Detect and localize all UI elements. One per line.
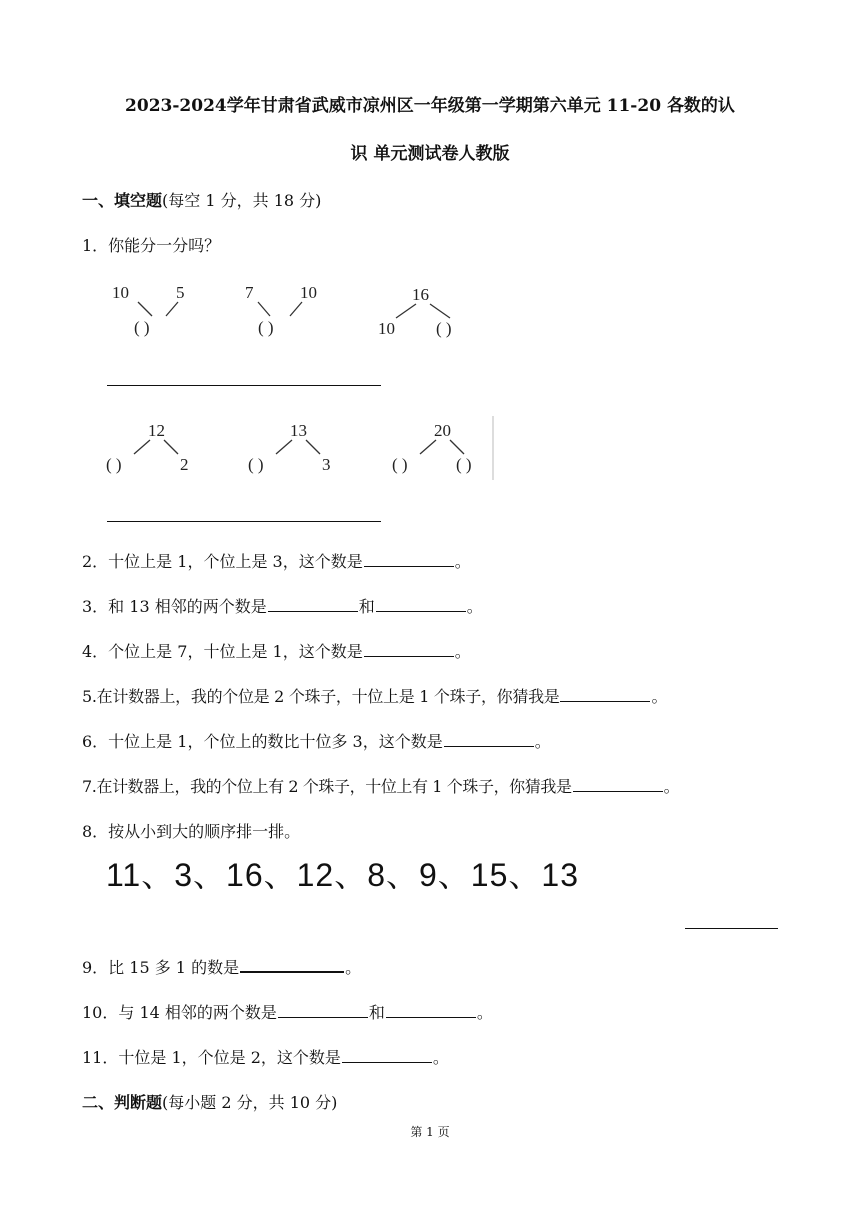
- question-11: [82, 1045, 449, 1068]
- answer-blank[interactable]: [560, 700, 650, 702]
- question-1: 1．你能分一分吗？: [82, 236, 221, 255]
- d4-right-branch: [164, 440, 178, 454]
- question-4-text: 4．个位上是 7，十位上是 1，这个数是: [82, 642, 363, 661]
- question-5-end: 。: [651, 687, 668, 706]
- question-9-end: 。: [345, 958, 362, 977]
- section2-label: 二、判断题: [82, 1093, 163, 1112]
- d6-right-answer-blank: ( ): [456, 455, 472, 474]
- question-6-text: 6．十位上是 1，个位上的数比十位多 3，这个数是: [82, 732, 443, 751]
- section2-heading: [82, 1090, 337, 1113]
- d6-left-answer-blank: ( ): [392, 455, 408, 474]
- question-11-text: 11．十位是 1，个位是 2，这个数是: [82, 1048, 341, 1067]
- answer-blank[interactable]: [364, 655, 454, 657]
- answer-rule-3[interactable]: [685, 928, 778, 929]
- d1-left-number: 10: [112, 283, 129, 302]
- answer-blank[interactable]: [376, 610, 466, 612]
- d3-left-branch: [396, 304, 416, 318]
- number-sequence: 11、3、16、12、8、9、15、13: [106, 857, 579, 893]
- d2-answer-blank: ( ): [258, 318, 274, 337]
- answer-blank[interactable]: [444, 745, 534, 747]
- question-3-end: 。: [466, 597, 483, 616]
- section1-label: 一、填空题: [82, 191, 163, 210]
- question-2-text: 2．十位上是 1，个位上是 3，这个数是: [82, 552, 363, 571]
- d5-left-branch: [276, 440, 292, 454]
- question-7-text: 7.在计数器上，我的个位上有 2 个珠子，十位上有 1 个珠子，你猜我是: [82, 777, 572, 796]
- d5-answer-blank: ( ): [248, 455, 264, 474]
- answer-blank[interactable]: [268, 610, 358, 612]
- d5-right-number: 3: [322, 455, 331, 474]
- d4-top-number: 12: [148, 421, 165, 440]
- d4-answer-blank: ( ): [106, 455, 122, 474]
- d3-answer-blank: ( ): [436, 319, 452, 338]
- answer-rule-2: [107, 521, 381, 522]
- answer-rule-1: [107, 385, 381, 386]
- page-title-line2: 识 单元测试卷人教版: [350, 144, 510, 164]
- d1-right-number: 5: [176, 283, 185, 302]
- d6-right-branch: [450, 440, 464, 454]
- section2-note: (每小题 2 分，共 10 分): [162, 1093, 338, 1112]
- d1-right-branch: [166, 302, 178, 316]
- question-9-text: 9．比 15 多 1 的数是: [82, 958, 240, 977]
- answer-blank[interactable]: [573, 790, 663, 792]
- question-3-text: 3．和 13 相邻的两个数是: [82, 597, 267, 616]
- question-10-end: 。: [476, 1003, 493, 1022]
- question-2: [82, 549, 471, 572]
- d1-answer-blank: ( ): [134, 318, 150, 337]
- d6-top-number: 20: [434, 421, 451, 440]
- question-6-end: 。: [534, 732, 551, 751]
- question-2-end: 。: [454, 552, 471, 571]
- answer-blank[interactable]: [240, 970, 344, 973]
- question-9: [82, 955, 361, 978]
- question-6: [82, 729, 551, 752]
- d4-left-branch: [134, 440, 150, 454]
- d3-right-branch: [430, 304, 450, 318]
- d3-left-number: 10: [378, 319, 395, 338]
- question-5: [82, 684, 667, 707]
- question-3-and: 和: [358, 597, 375, 616]
- d4-right-number: 2: [180, 455, 189, 474]
- question-4: [82, 639, 471, 662]
- question-3: [82, 594, 483, 617]
- section1-note: (每空 1 分，共 18 分): [162, 191, 322, 210]
- d5-top-number: 13: [290, 421, 307, 440]
- d1-left-branch: [138, 302, 152, 316]
- question-4-end: 。: [454, 642, 471, 661]
- answer-blank[interactable]: [278, 1016, 368, 1018]
- page-title-line1: 2023-2024学年甘肃省武威市凉州区一年级第一学期第六单元 11-20 各数的认: [125, 96, 735, 116]
- d5-right-branch: [306, 440, 320, 454]
- d3-top-number: 16: [412, 285, 429, 304]
- question-5-text: 5.在计数器上，我的个位是 2 个珠子，十位上是 1 个珠子，你猜我是: [82, 687, 560, 706]
- question-8: 8．按从小到大的顺序排一排。: [82, 822, 301, 841]
- question-7: [82, 774, 679, 797]
- d2-left-number: 7: [245, 283, 254, 302]
- d6-left-branch: [420, 440, 436, 454]
- answer-blank[interactable]: [386, 1016, 476, 1018]
- section1-heading: [82, 188, 321, 211]
- answer-blank[interactable]: [342, 1061, 432, 1063]
- question-10: [82, 1000, 493, 1023]
- question-10-and: 和: [368, 1003, 385, 1022]
- d2-right-branch: [290, 302, 302, 316]
- split-diagrams-row2: [100, 414, 500, 484]
- question-7-end: 。: [663, 777, 680, 796]
- d2-left-branch: [258, 302, 270, 316]
- question-10-text: 10．与 14 相邻的两个数是: [82, 1003, 277, 1022]
- answer-blank[interactable]: [364, 565, 454, 567]
- page-footer: 第 1 页: [410, 1125, 450, 1139]
- question-11-end: 。: [432, 1048, 449, 1067]
- d2-right-number: 10: [300, 283, 317, 302]
- split-diagrams-row1: [100, 278, 490, 348]
